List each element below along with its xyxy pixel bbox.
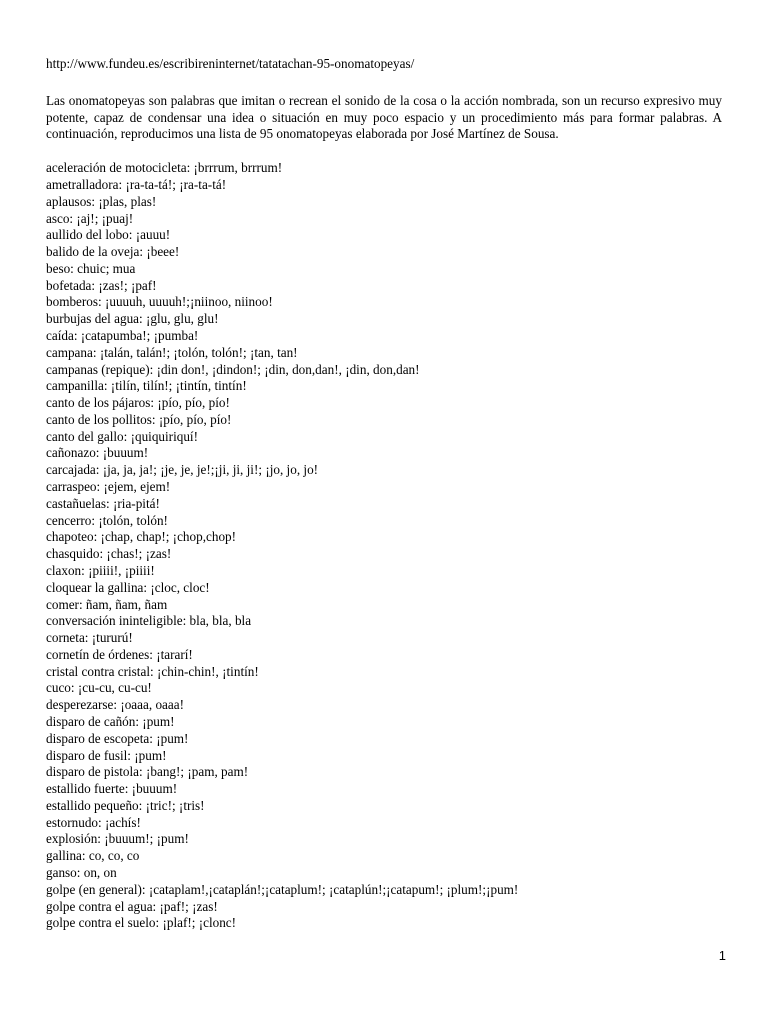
list-item: golpe contra el suelo: ¡plaf!; ¡clonc! — [46, 915, 237, 931]
list-item: cristal contra cristal: ¡chin-chin!, ¡tintín! — [46, 663, 259, 679]
list-item: castañuelas: ¡ria-pitá! — [46, 495, 160, 511]
list-item: estallido fuerte: ¡buuum! — [46, 781, 178, 797]
list-item: carraspeo: ¡ejem, ejem! — [46, 479, 171, 495]
list-item: aullido del lobo: ¡auuu! — [46, 227, 171, 243]
list-item: campana: ¡talán, talán!; ¡tolón, tolón!; ¡tan, tan! — [46, 344, 298, 360]
page-number: 1 — [718, 948, 726, 963]
list-item: ametralladora: ¡ra-ta-tá!; ¡ra-ta-tá! — [46, 176, 227, 192]
list-item: disparo de fusil: ¡pum! — [46, 747, 167, 763]
intro-paragraph: Las onomatopeyas son palabras que imitan o recrean el sonido de la cosa o la acción nombrada, son un recurso expresivo muy potente, capaz de condensar una idea o situación en muy poco espacio y un procedimiento más para formar palabras. A continuación, reproducimos una lista de 95 onomatopeyas elaborada por José Martínez de Sousa. — [46, 92, 722, 142]
document-page — [46, 56, 722, 932]
list-item: aceleración de motocicleta: ¡brrrum, brrrum! — [46, 160, 283, 176]
list-item: corneta: ¡tururú! — [46, 630, 133, 646]
list-item: canto de los pollitos: ¡pío, pío, pío! — [46, 411, 232, 427]
list-item: aplausos: ¡plas, plas! — [46, 193, 157, 209]
list-item: asco: ¡aj!; ¡puaj! — [46, 210, 134, 226]
list-item: golpe contra el agua: ¡paf!; ¡zas! — [46, 898, 218, 914]
list-item: canto del gallo: ¡quiquiriquí! — [46, 428, 198, 444]
list-item: conversación ininteligible: bla, bla, bla — [46, 613, 252, 629]
list-item: explosión: ¡buuum!; ¡pum! — [46, 831, 189, 847]
list-item: bomberos: ¡uuuuh, uuuuh!;¡niinoo, niinoo! — [46, 294, 273, 310]
list-item: comer: ñam, ñam, ñam — [46, 596, 168, 612]
list-item: campanilla: ¡tilín, tilín!; ¡tintín, tintín! — [46, 378, 247, 394]
list-item: estornudo: ¡achís! — [46, 814, 141, 830]
list-item: claxon: ¡piiii!, ¡piiii! — [46, 562, 155, 578]
list-item: disparo de cañón: ¡pum! — [46, 713, 175, 729]
list-item: bofetada: ¡zas!; ¡paf! — [46, 277, 157, 293]
list-item: cornetín de órdenes: ¡tararí! — [46, 646, 193, 662]
list-item: estallido pequeño: ¡tric!; ¡tris! — [46, 797, 205, 813]
list-item: balido de la oveja: ¡beee! — [46, 244, 180, 260]
list-item: disparo de pistola: ¡bang!; ¡pam, pam! — [46, 764, 249, 780]
list-item: caída: ¡catapumba!; ¡pumba! — [46, 328, 199, 343]
list-item: carcajada: ¡ja, ja, ja!; ¡je, je, je!;¡ji, ji, ji!; ¡jo, jo, jo! — [46, 462, 319, 478]
source-url: http://www.fundeu.es/escribireninternet/tatatachan-95-onomatopeyas/ — [46, 56, 415, 71]
list-item: burbujas del agua: ¡glu, glu, glu! — [46, 311, 219, 327]
list-item: cencerro: ¡tolón, tolón! — [46, 512, 168, 528]
list-item: cloquear la gallina: ¡cloc, cloc! — [46, 579, 210, 595]
list-item: ganso: on, on — [46, 865, 117, 880]
list-item: cuco: ¡cu-cu, cu-cu! — [46, 680, 152, 696]
onomatopoeia-list — [46, 160, 722, 932]
list-item: desperezarse: ¡oaaa, oaaa! — [46, 697, 184, 713]
list-item: cañonazo: ¡buuum! — [46, 445, 149, 461]
list-item: golpe (en general): ¡cataplam!,¡cataplán!;¡cataplum!; ¡cataplún!;¡catapum!; ¡plum!;¡pum! — [46, 881, 519, 897]
list-item: disparo de escopeta: ¡pum! — [46, 730, 189, 746]
list-item: gallina: co, co, co — [46, 848, 140, 864]
list-item: chasquido: ¡chas!; ¡zas! — [46, 546, 172, 562]
list-item: beso: chuic; mua — [46, 260, 136, 276]
list-item: chapoteo: ¡chap, chap!; ¡chop,chop! — [46, 529, 237, 545]
list-item: campanas (repique): ¡din don!, ¡dindon!; ¡din, don,dan!, ¡din, don,dan! — [46, 361, 420, 377]
list-item: canto de los pájaros: ¡pío, pío, pío! — [46, 395, 230, 411]
